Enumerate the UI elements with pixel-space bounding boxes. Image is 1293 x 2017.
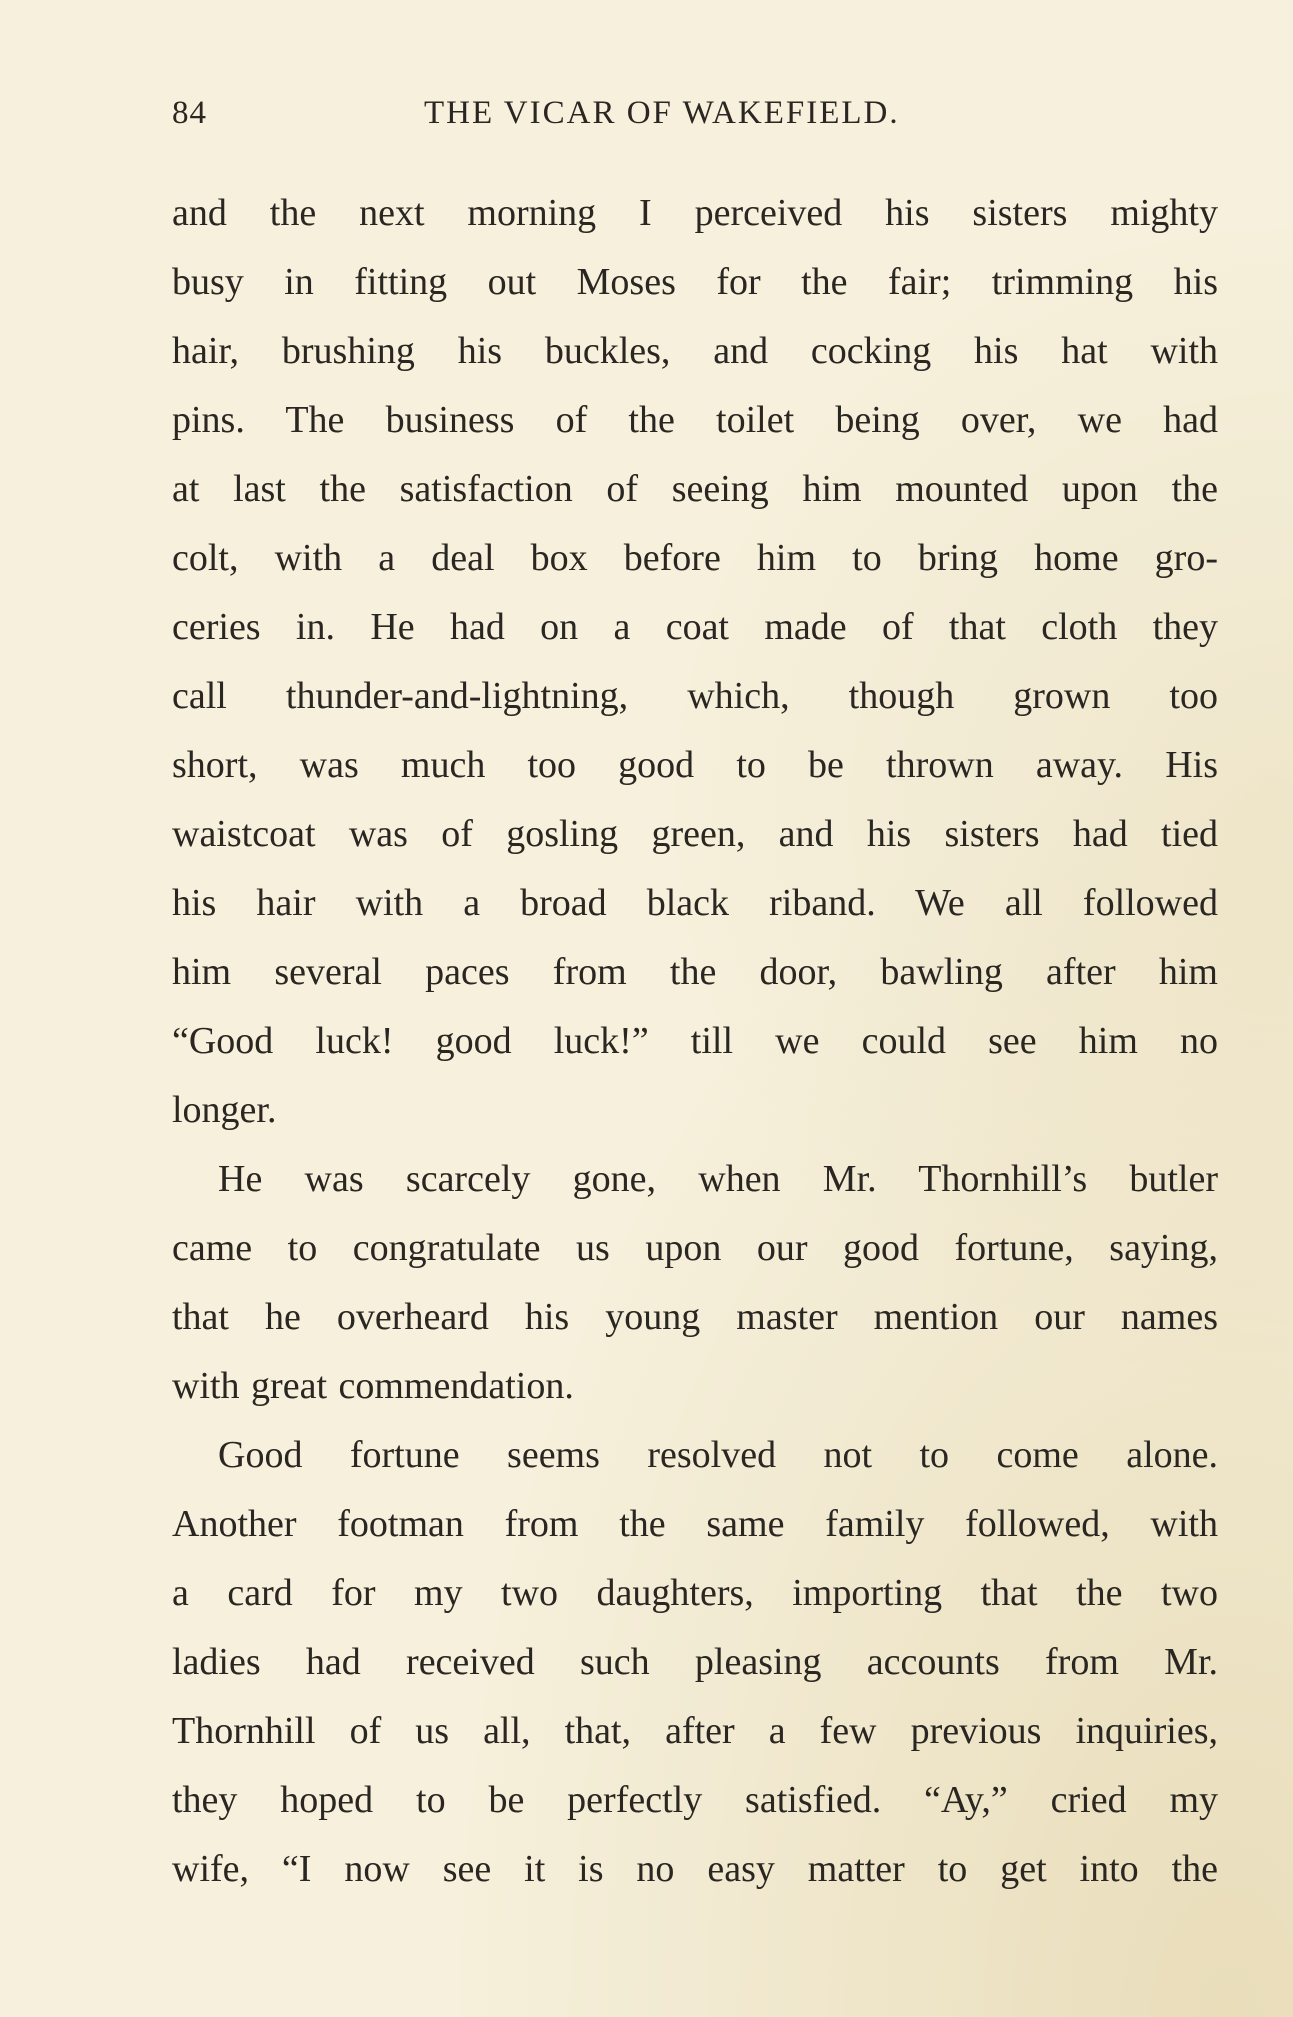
running-title: THE VICAR OF WAKEFIELD. [424, 95, 900, 131]
text-line: hair, brushing his buckles, and cocking his hat with [172, 330, 1218, 372]
text-line: Another footman from the same family followed, with [172, 1503, 1218, 1545]
text-line: short, was much too good to be thrown away. His [172, 744, 1218, 786]
text-line: Thornhill of us all, that, after a few previous inquiries, [172, 1710, 1218, 1752]
text-line: call thunder-and-lightning, which, though grown too [172, 675, 1218, 717]
text-line: busy in fitting out Moses for the fair; trimming his [172, 261, 1218, 303]
text-line: wife, “I now see it is no easy matter to get into the [172, 1848, 1218, 1890]
text-line: they hoped to be perfectly satisfied. “Ay,” cried my [172, 1779, 1218, 1821]
text-line: waistcoat was of gosling green, and his sisters had tied [172, 813, 1218, 855]
text-line: pins. The business of the toilet being over, we had [172, 399, 1218, 441]
text-line: ladies had received such pleasing accounts from Mr. [172, 1641, 1218, 1683]
text-line: ceries in. He had on a coat made of that cloth they [172, 606, 1218, 648]
page-number: 84 [172, 95, 207, 131]
text-line: his hair with a broad black riband. We all followed [172, 882, 1218, 924]
text-line: a card for my two daughters, importing that the two [172, 1572, 1218, 1614]
text-line: came to congratulate us upon our good fortune, saying, [172, 1227, 1218, 1269]
text-line: colt, with a deal box before him to bring home gro- [172, 537, 1218, 579]
text-line: longer. [172, 1089, 277, 1131]
text-line: at last the satisfaction of seeing him mounted upon the [172, 468, 1218, 510]
text-line: that he overheard his young master mention our names [172, 1296, 1218, 1338]
text-line: He was scarcely gone, when Mr. Thornhill’s butler [218, 1158, 1218, 1200]
text-line: Good fortune seems resolved not to come alone. [218, 1434, 1218, 1476]
body-text [172, 179, 1218, 1904]
text-line: “Good luck! good luck!” till we could see him no [172, 1020, 1218, 1062]
text-line: and the next morning I perceived his sisters mighty [172, 192, 1218, 234]
running-head [172, 88, 1220, 138]
text-line: him several paces from the door, bawling after him [172, 951, 1218, 993]
text-line: with great commendation. [172, 1365, 574, 1407]
